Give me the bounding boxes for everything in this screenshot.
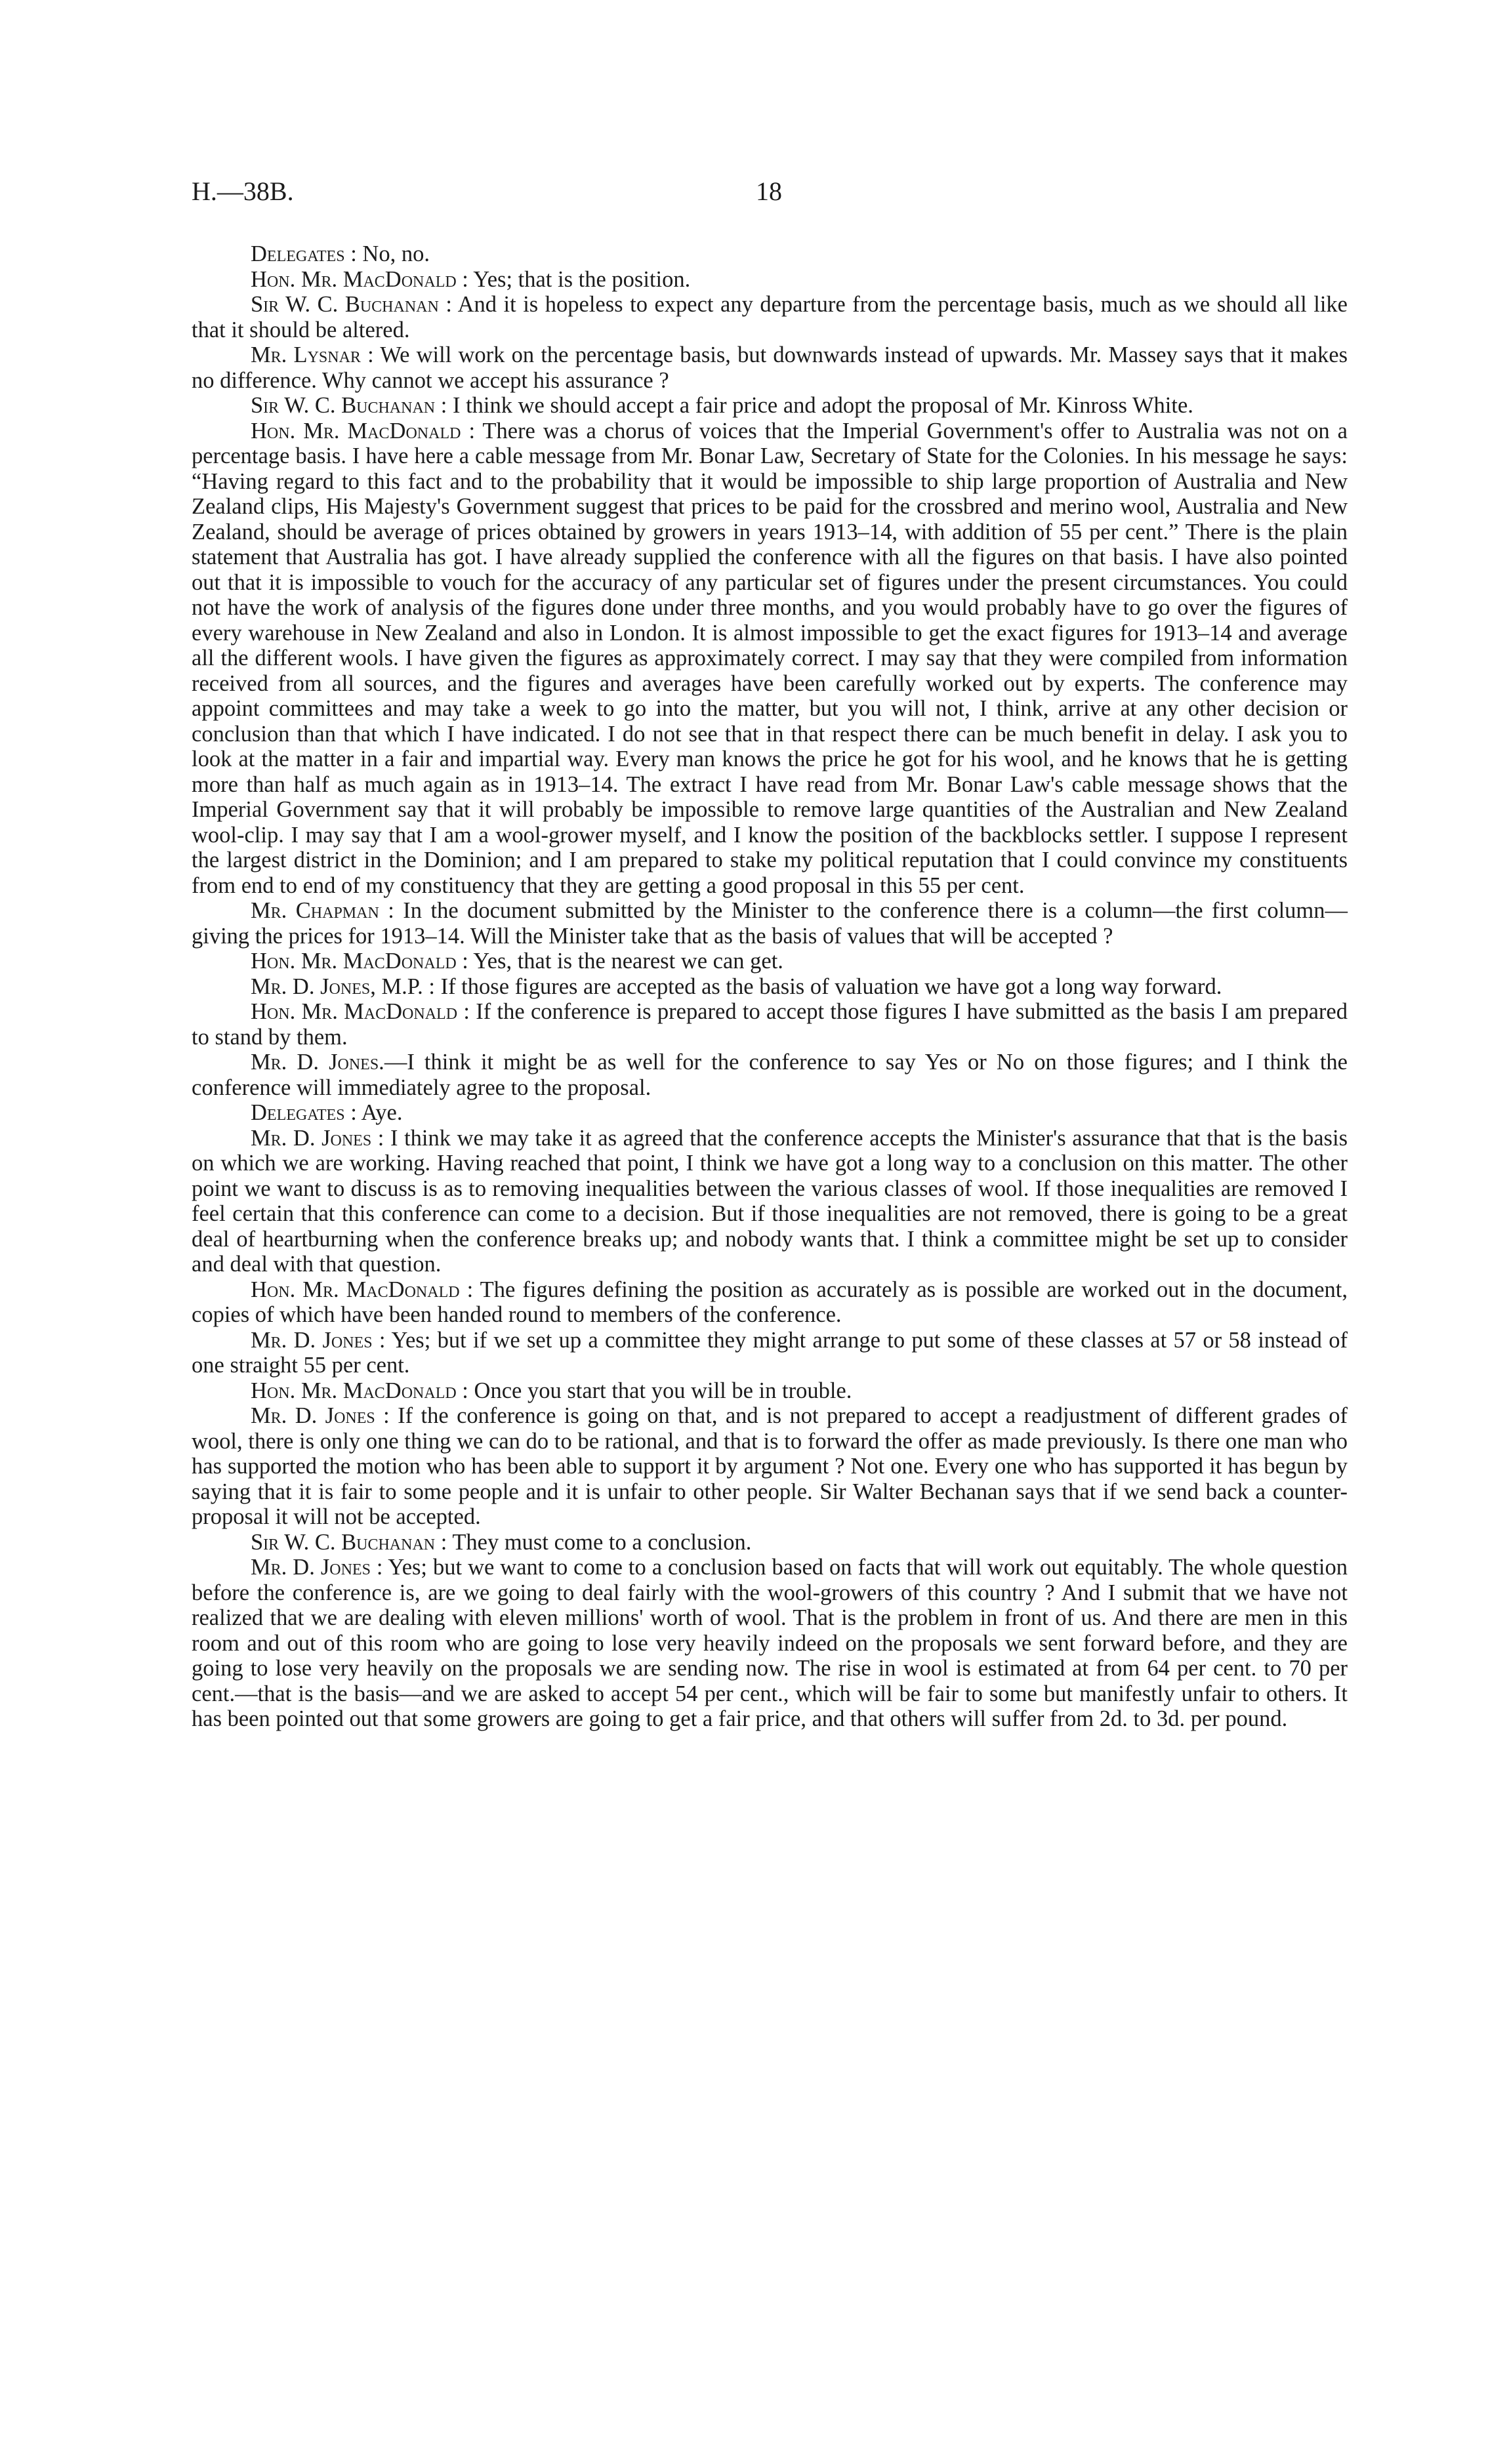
speech-paragraph	[192, 974, 1348, 1000]
speaker-name: Mr. D. Jones.	[251, 1050, 384, 1075]
speaker-name: Mr. D. Jones :	[251, 1125, 384, 1151]
page-header	[192, 176, 1346, 215]
speech-paragraph	[192, 393, 1348, 419]
speech-paragraph	[192, 1555, 1348, 1732]
speech-paragraph	[192, 1050, 1348, 1100]
speech-paragraph	[192, 267, 1348, 293]
speaker-name: Mr. Chapman :	[251, 898, 394, 923]
speech-text: Once you start that you will be in trouble.	[468, 1378, 852, 1403]
speech-paragraph	[192, 1126, 1348, 1277]
speech-paragraph	[192, 1530, 1348, 1555]
speech-paragraph	[192, 949, 1348, 974]
speech-text: No, no.	[356, 241, 430, 266]
speech-paragraph	[192, 241, 1348, 267]
speaker-name: Mr. Lysnar :	[251, 342, 374, 367]
speaker-name: Hon. Mr. MacDonald :	[251, 949, 468, 974]
speaker-name: Mr. D. Jones :	[251, 1403, 390, 1428]
speech-text: I think we should accept a fair price and adopt the proposal of Mr. Kinross White.	[447, 393, 1193, 418]
speech-text: If the conference is going on that, and is not prepared to accept a readjustment of different grades of wool, there is only one thing we can do to be rational, and that is to forward the offer as made previously. Is there one man who has supported the motion who has been able to support it by argument ? Not one. Every one who has supported it has begun by saying that it is fair to some people and it is unfair to other people. Sir Walter Bechanan says that if we send back a counter-proposal it will not be accepted.	[192, 1403, 1348, 1529]
speech-text: —I think it might be as well for the conference to say Yes or No on those figures; and I think the conference will immediately agree to the proposal.	[192, 1050, 1348, 1100]
speaker-name: Hon. Mr. MacDonald :	[251, 1277, 474, 1302]
speaker-name: Delegates :	[251, 1100, 357, 1125]
speech-paragraph	[192, 1378, 1348, 1404]
transcript-body	[192, 241, 1348, 1732]
speech-paragraph	[192, 292, 1348, 342]
speech-text: I think we may take it as agreed that the conference accepts the Minister's assurance that that is the basis on which we are working. Having reached that point, I think we have got a long way to a conclusion on this matter. The other point we want to discuss is as to removing inequalities between the various classes of wool. If those inequalities are removed I feel certain that this conference can come to a decision. But if those inequalities are not removed, there is going to be a great deal of heartburning when the conference breaks up; and nobody wants that. I think a committee might be set up to consider and deal with that question.	[192, 1125, 1348, 1277]
speech-text: In the document submitted by the Minister to the conference there is a column—the first column—giving the prices for 1913–14. Will the Minister take that as the basis of values that will be accepted ?	[192, 898, 1348, 949]
speech-text: If the conference is prepared to accept those figures I have submitted as the basis I am prepared to stand by them.	[192, 999, 1348, 1050]
speech-paragraph	[192, 1328, 1348, 1378]
speech-paragraph	[192, 1277, 1348, 1328]
speech-text: Aye.	[356, 1100, 403, 1125]
speaker-name: Mr. D. Jones :	[251, 1555, 383, 1580]
speech-paragraph	[192, 999, 1348, 1050]
speaker-name: Mr. D. Jones :	[251, 1327, 386, 1353]
document-reference: H.—38B.	[192, 176, 294, 206]
page-number: 18	[756, 176, 782, 206]
speech-text: We will work on the percentage basis, but downwards instead of upwards. Mr. Massey says that it makes no difference. Why cannot we accept his assurance ?	[192, 342, 1348, 393]
speech-text: The figures defining the position as accurately as is possible are worked out in the document, copies of which have been handed round to members of the conference.	[192, 1277, 1348, 1327]
speech-text: Yes; but we want to come to a conclusion based on facts that will work out equitably. The whole question before the conference is, are we going to deal fairly with the wool-growers of this country ? And I submit that we have not realized that we are dealing with eleven millions' worth of wool. That is the problem in front of us. And there are men in this room and out of this room who are going to lose very heavily indeed on the proposals we sent forward before, and they are going to lose very heavily on the proposals we are sending now. The rise in wool is estimated at from 64 per cent. to 70 per cent.—that is the basis—and we are asked to accept 54 per cent., which will be fair to some but manifestly unfair to others. It has been pointed out that some growers are going to get a fair price, and that others will suffer from 2d. to 3d. per pound.	[192, 1555, 1348, 1731]
speaker-name: Delegates :	[251, 241, 357, 266]
speaker-name: Sir W. C. Buchanan :	[251, 393, 447, 418]
speech-paragraph	[192, 1403, 1348, 1530]
speaker-name: Hon. Mr. MacDonald :	[251, 418, 476, 443]
speech-text: There was a chorus of voices that the Imperial Government's offer to Australia was not on a percentage basis. I have here a cable message from Mr. Bonar Law, Secretary of State for the Colonies. In his message he says: “Having regard to this fact and to the probability that it would be impossible to ship large proportion of Australia and New Zealand clips, His Majesty's Government suggest that prices to be paid for the crossbred and merino wool, Australia and New Zealand, should be average of prices obtained by growers in years 1913–14, with addition of 55 per cent.” There is the plain statement that Australia has got. I have already supplied the conference with all the figures on that basis. I have also pointed out that it is impossible to vouch for the accuracy of any particular set of figures under the present circumstances. You could not have the work of analysis of the figures done under three months, and you would probably have to go over the figures of every warehouse in New Zealand and also in London. It is almost impossible to get the exact figures for 1913–14 and average all the different wools. I have given the figures as approximately correct. I may say that they were compiled from information received from all sources, and the figures and averages have been carefully worked out by experts. The conference may appoint committees and may take a week to go into the matter, but you will not, I think, arrive at any other decision or conclusion than that which I have indicated. I do not see that in that respect there can be much benefit in delay. I ask you to look at the matter in a fair and impartial way. Every man knows the price he got for his wool, and he knows that he is getting more than half as much again as in 1913–14. The extract I have read from Mr. Bonar Law's cable message shows that the Imperial Government say that it will probably be impossible to remove large quantities of the Australian and New Zealand wool-clip. I may say that I am a wool-grower myself, and I know the position of the backblocks settler. I suppose I represent the largest district in the Dominion; and I am prepared to stake my political reputation that I could convince my constituents from end to end of my constituency that they are getting a good proposal in this 55 per cent.	[192, 418, 1348, 898]
speaker-name: Sir W. C. Buchanan :	[251, 292, 452, 317]
speech-text: Yes; but if we set up a committee they might arrange to put some of these classes at 57 or 58 instead of one straight 55 per cent.	[192, 1327, 1348, 1378]
speech-paragraph	[192, 419, 1348, 899]
speaker-name: Hon. Mr. MacDonald :	[251, 266, 468, 292]
speaker-name: Sir W. C. Buchanan :	[251, 1529, 447, 1555]
speech-text: Yes, that is the nearest we can get.	[468, 949, 783, 974]
speaker-name: Mr. D. Jones, M.P. :	[251, 974, 435, 999]
speech-text: If those figures are accepted as the basis of valuation we have got a long way forward.	[434, 974, 1222, 999]
speech-paragraph	[192, 898, 1348, 949]
speaker-name: Hon. Mr. MacDonald :	[251, 1378, 468, 1403]
speaker-name: Hon. Mr. MacDonald :	[251, 999, 470, 1024]
speech-paragraph	[192, 1100, 1348, 1126]
speech-text: They must come to a conclusion.	[447, 1529, 752, 1555]
speech-text: Yes; that is the position.	[468, 266, 691, 292]
speech-text: And it is hopeless to expect any departure from the percentage basis, much as we should all like that it should be altered.	[192, 292, 1348, 342]
speech-paragraph	[192, 342, 1348, 393]
